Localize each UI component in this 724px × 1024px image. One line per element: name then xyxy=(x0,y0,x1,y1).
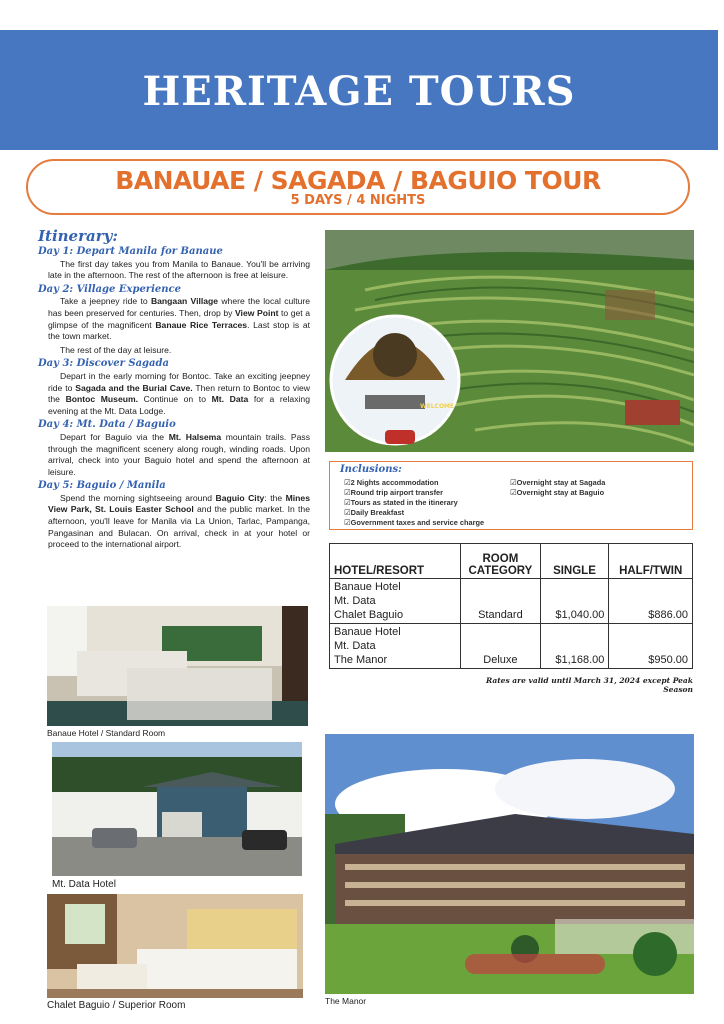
highlight-text: Bontoc Museum. xyxy=(65,394,139,405)
category-header-line2: CATEGORY xyxy=(468,565,533,577)
highlight-text: Baguio City xyxy=(215,492,265,503)
day-1-title: Day 1: Depart Manila for Banaue xyxy=(38,246,223,257)
highlight-text: View Point xyxy=(234,307,279,318)
day-5-paragraph xyxy=(48,493,310,551)
hotel-name: Banaue Hotel xyxy=(334,626,401,638)
hotel-name: Mt. Data xyxy=(334,595,376,607)
rate-row xyxy=(330,624,693,669)
category-header xyxy=(461,544,540,579)
single-rate-cell: $1,168.00 xyxy=(540,624,609,669)
inclusions-right-list xyxy=(510,478,605,498)
body-text: : the xyxy=(264,492,286,503)
highlight-text: Bangaan Village xyxy=(150,296,219,307)
highlight-text: Mines View Park, St. Louis Easter School xyxy=(48,492,310,515)
itinerary xyxy=(38,228,310,553)
hotel-list-cell xyxy=(330,579,461,624)
day-1-paragraph xyxy=(48,259,310,282)
body-text: for a relaxing evening at the Mt. Data Lodge. xyxy=(48,394,310,416)
hotel-name: The Manor xyxy=(334,654,388,666)
body-text: . Last stop is at the town market. xyxy=(48,319,310,342)
inclusion-item: ☑ Overnight stay at Baguio xyxy=(510,488,605,498)
mt-data-hotel-caption: Mt. Data Hotel xyxy=(52,879,116,890)
body-text: Continue on to xyxy=(138,394,212,405)
body-text: Then return to Bontoc to view the xyxy=(48,382,310,405)
page-title: HERITAGE TOURS xyxy=(142,68,576,115)
mt-data-hotel-photo xyxy=(52,742,302,876)
body-text: to get a glimpse of the magnificent xyxy=(48,307,310,330)
day-4-title: Day 4: Mt. Data / Baguio xyxy=(38,419,176,431)
body-text: mountain trails. Pass through the magnificent scenery along rough, winding roads. Upon arrival, check into your Baguio hotel and spend the afternoon at leisure. xyxy=(48,431,311,477)
highlight-text: Banaue Rice Terraces xyxy=(155,319,248,330)
chalet-room-photo xyxy=(47,894,303,998)
hotel-header: HOTEL/RESORT xyxy=(330,544,461,579)
rates-table xyxy=(329,543,693,669)
day-5-title: Day 5: Baguio / Manila xyxy=(38,480,166,492)
single-header: SINGLE xyxy=(540,544,609,579)
inclusions-left-list xyxy=(344,478,484,528)
banaue-room-caption: Banaue Hotel / Standard Room xyxy=(47,728,166,738)
itinerary-heading: Itinerary: xyxy=(38,227,118,245)
hotel-name: Chalet Baguio xyxy=(334,609,404,621)
highlight-text: Mt. Data xyxy=(211,394,249,405)
highlight-text: Sagada and the Burial Cave. xyxy=(75,382,193,393)
body-text: Take a jeepney ride to xyxy=(60,296,151,307)
twin-header: HALF/TWIN xyxy=(609,544,693,579)
body-text: and the public market. In the afternoon, you'll leave for Manila via La Union, Tarlac, Pampanga, Pangasinan and Bulacan. On arrival, check in at your hotel or proceed to the international airport. xyxy=(48,504,310,550)
hotel-list-cell xyxy=(330,624,461,669)
day-2-paragraph xyxy=(48,296,310,342)
body-text: Spend the morning sightseeing around xyxy=(60,492,216,503)
inclusion-item: ☑ Tours as stated in the itinerary xyxy=(344,498,484,508)
rates-note: Rates are valid until March 31, 2024 except Peak Season xyxy=(485,676,693,694)
the-manor-photo xyxy=(325,734,694,994)
body-text: where the local culture has been preserved for centuries. Then, drop by xyxy=(48,296,310,318)
the-manor-caption: The Manor xyxy=(325,996,367,1006)
inclusion-item: ☑ Government taxes and service charge xyxy=(344,518,484,528)
tour-name: BANAUAE / SAGADA / BAGUIO TOUR xyxy=(115,166,601,195)
welcome-sign-text: WELCOME xyxy=(420,403,455,410)
header-banner xyxy=(0,30,718,150)
category-header-line1: ROOM xyxy=(482,553,519,565)
room-category-cell: Standard xyxy=(461,579,540,624)
day-2-title: Day 2: Village Experience xyxy=(38,283,181,295)
single-rate-cell: $1,040.00 xyxy=(540,579,609,624)
rate-row xyxy=(330,579,693,624)
day-4-paragraph xyxy=(48,432,310,478)
rice-terraces-photo xyxy=(325,230,694,452)
inclusions-heading: Inclusions: xyxy=(340,464,402,475)
hotel-name: Mt. Data xyxy=(334,640,376,652)
body-text: Depart for Baguio via the xyxy=(60,431,169,442)
day-3-paragraph xyxy=(48,371,310,417)
inclusion-item: ☑ 2 Nights accommodation xyxy=(344,478,484,488)
day-3-title: Day 3: Discover Sagada xyxy=(38,358,170,370)
body-text: The first day takes you from Manila to Banaue. You'll be arriving late in the afternoon. The rest of the afternoon is free at leisure. xyxy=(48,258,310,281)
hotel-name: Banaue Hotel xyxy=(334,581,401,593)
day-2-paragraph xyxy=(48,345,310,357)
twin-rate-cell: $886.00 xyxy=(609,579,693,624)
rates-header-row xyxy=(330,544,693,579)
tour-duration: 5 DAYS / 4 NIGHTS xyxy=(290,193,426,208)
room-category-cell: Deluxe xyxy=(461,624,540,669)
inclusion-item: ☑ Daily Breakfast xyxy=(344,508,484,518)
inclusion-item: ☑ Round trip airport transfer xyxy=(344,488,484,498)
tour-title-box xyxy=(26,159,690,215)
itinerary-days xyxy=(38,246,310,551)
inclusions-box xyxy=(329,461,693,530)
body-text: The rest of the day at leisure. xyxy=(60,344,172,355)
highlight-text: Mt. Halsema xyxy=(168,431,222,442)
twin-rate-cell: $950.00 xyxy=(609,624,693,669)
body-text: Depart in the early morning for Bontoc. Take an exciting jeepney ride to xyxy=(48,370,310,393)
chalet-room-caption: Chalet Baguio / Superior Room xyxy=(47,1000,186,1011)
banaue-room-photo xyxy=(47,606,308,726)
inclusion-item: ☑ Overnight stay at Sagada xyxy=(510,478,605,488)
